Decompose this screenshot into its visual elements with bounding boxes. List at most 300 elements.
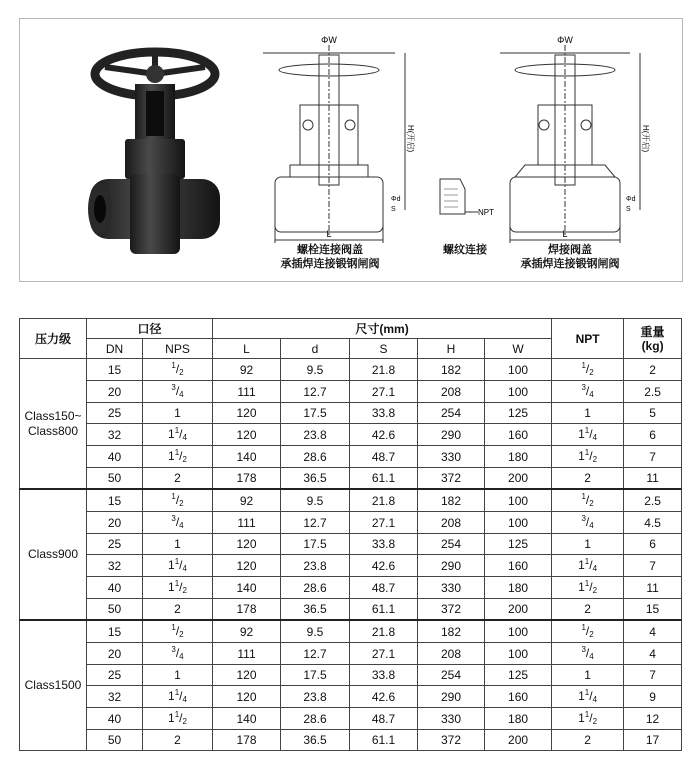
w-cell: 200 — [485, 468, 552, 490]
nps-cell — [143, 424, 213, 446]
denominator: 2 — [589, 630, 594, 639]
denominator: 2 — [592, 455, 598, 464]
numerator: 3 — [581, 645, 586, 654]
whole-part: 1 — [578, 427, 585, 441]
npt-cell — [552, 730, 624, 751]
weight-cell: 6 — [624, 424, 682, 446]
npt-label: NPT — [478, 208, 494, 217]
fraction-slash: / — [589, 689, 593, 703]
header-d: d — [281, 339, 350, 359]
numerator: 1 — [584, 448, 590, 457]
table-row — [20, 577, 682, 599]
npt-cell — [552, 446, 624, 468]
table-row — [20, 708, 682, 730]
dn-cell: 32 — [87, 424, 143, 446]
denominator: 2 — [179, 368, 184, 377]
denominator: 2 — [182, 455, 187, 464]
dim-l-label-2: L — [562, 229, 568, 239]
s-cell: 33.8 — [350, 665, 418, 686]
l-cell: 178 — [213, 468, 281, 490]
header-w: W — [485, 339, 552, 359]
nps-cell — [143, 665, 213, 686]
nps-cell — [143, 708, 213, 730]
table-row — [20, 730, 682, 751]
s-cell: 27.1 — [350, 643, 418, 665]
l-cell: 120 — [213, 403, 281, 424]
l-cell: 140 — [213, 708, 281, 730]
numerator: 1 — [171, 492, 176, 501]
weight-cell: 4 — [624, 620, 682, 643]
w-cell: 180 — [485, 577, 552, 599]
fraction-slash: / — [589, 580, 593, 594]
d-cell: 9.5 — [281, 359, 350, 381]
table-row — [20, 665, 682, 686]
whole-part: 2 — [174, 471, 181, 485]
numerator: 3 — [171, 383, 176, 392]
numerator: 3 — [581, 514, 586, 523]
numerator: 1 — [581, 623, 586, 632]
dn-cell: 20 — [87, 381, 143, 403]
dn-cell: 15 — [87, 359, 143, 381]
fraction-slash: / — [175, 515, 180, 529]
w-cell: 125 — [485, 534, 552, 555]
fraction-value — [174, 406, 181, 420]
npt-cell — [552, 468, 624, 490]
welded-bonnet-drawing — [480, 25, 650, 255]
fraction-value — [578, 580, 597, 594]
table-row — [20, 512, 682, 534]
d-cell: 17.5 — [281, 665, 350, 686]
fraction-value — [578, 558, 597, 572]
h-cell: 182 — [418, 489, 485, 512]
s-cell: 21.8 — [350, 620, 418, 643]
h-cell: 254 — [418, 403, 485, 424]
table-row — [20, 468, 682, 490]
d-cell: 36.5 — [281, 468, 350, 490]
w-cell: 100 — [485, 489, 552, 512]
fraction-value — [578, 711, 597, 725]
fraction-slash: / — [179, 449, 183, 463]
fraction-slash: / — [585, 515, 590, 529]
whole-part: 1 — [174, 406, 181, 420]
fraction-value — [168, 558, 187, 572]
table-row — [20, 489, 682, 512]
header-bore: 口径 — [87, 319, 213, 339]
whole-part: 1 — [174, 668, 181, 682]
h-cell: 182 — [418, 620, 485, 643]
dn-cell: 20 — [87, 643, 143, 665]
denominator: 2 — [179, 499, 184, 508]
fraction-value — [584, 602, 591, 616]
fraction-value — [584, 537, 591, 551]
npt-cell — [552, 708, 624, 730]
npt-cell — [552, 403, 624, 424]
fraction-value — [171, 493, 183, 507]
fraction-slash: / — [175, 362, 180, 376]
l-cell: 120 — [213, 555, 281, 577]
l-cell: 120 — [213, 665, 281, 686]
pressure-class-cell: Class900 — [20, 489, 87, 620]
dn-cell: 50 — [87, 468, 143, 490]
weight-cell: 2.5 — [624, 489, 682, 512]
npt-cell — [552, 665, 624, 686]
fraction-value — [578, 689, 597, 703]
table-row — [20, 403, 682, 424]
h-cell: 254 — [418, 665, 485, 686]
h-cell: 330 — [418, 446, 485, 468]
caption-welded — [500, 243, 640, 271]
nps-cell — [143, 381, 213, 403]
dn-cell: 25 — [87, 534, 143, 555]
whole-part: 1 — [168, 558, 175, 572]
table-row — [20, 599, 682, 621]
caption-welded-line2: 承插焊连接锻钢闸阀 — [520, 258, 620, 270]
fraction-slash: / — [179, 689, 183, 703]
dn-cell: 50 — [87, 599, 143, 621]
h-cell: 372 — [418, 730, 485, 751]
numerator: 1 — [174, 557, 180, 566]
denominator: 4 — [182, 695, 187, 704]
numerator: 1 — [171, 623, 176, 632]
w-cell: 100 — [485, 381, 552, 403]
whole-part: 1 — [578, 689, 585, 703]
figure-panel — [19, 18, 683, 282]
dim-s-label-2: S — [626, 206, 631, 213]
fraction-value — [174, 668, 181, 682]
s-cell: 27.1 — [350, 512, 418, 534]
fraction-value — [174, 537, 181, 551]
d-cell: 23.8 — [281, 686, 350, 708]
fraction-value — [174, 471, 181, 485]
fraction-value — [584, 733, 591, 747]
npt-cell — [552, 489, 624, 512]
nps-cell — [143, 512, 213, 534]
h-cell: 372 — [418, 468, 485, 490]
s-cell: 61.1 — [350, 599, 418, 621]
table-row — [20, 424, 682, 446]
d-cell: 23.8 — [281, 424, 350, 446]
numerator: 1 — [584, 426, 590, 435]
whole-part: 1 — [584, 537, 591, 551]
weight-cell: 11 — [624, 468, 682, 490]
bolted-bonnet-drawing — [245, 25, 415, 255]
weight-cell: 4 — [624, 643, 682, 665]
w-cell: 100 — [485, 643, 552, 665]
h-cell: 254 — [418, 534, 485, 555]
fraction-value — [168, 580, 187, 594]
h-cell: 290 — [418, 686, 485, 708]
fraction-slash: / — [179, 558, 183, 572]
h-cell: 290 — [418, 424, 485, 446]
table-row — [20, 446, 682, 468]
denominator: 4 — [592, 564, 598, 573]
fraction-slash: / — [589, 449, 593, 463]
numerator: 3 — [581, 383, 586, 392]
whole-part: 1 — [174, 537, 181, 551]
denominator: 2 — [179, 630, 184, 639]
caption-bolted-line2: 承插焊连接锻钢闸阀 — [280, 258, 380, 270]
w-cell: 125 — [485, 403, 552, 424]
npt-cell — [552, 643, 624, 665]
weight-cell: 5 — [624, 403, 682, 424]
whole-part: 2 — [584, 602, 591, 616]
npt-cell — [552, 599, 624, 621]
h-cell: 182 — [418, 359, 485, 381]
w-cell: 200 — [485, 730, 552, 751]
fraction-slash: / — [179, 427, 183, 441]
fraction-slash: / — [585, 362, 590, 376]
table-row — [20, 643, 682, 665]
numerator: 1 — [174, 426, 180, 435]
denominator: 2 — [182, 717, 187, 726]
d-cell: 9.5 — [281, 620, 350, 643]
w-cell: 180 — [485, 708, 552, 730]
denominator: 2 — [589, 368, 594, 377]
whole-part: 1 — [578, 580, 585, 594]
fraction-value — [171, 624, 183, 638]
nps-cell — [143, 686, 213, 708]
fraction-value — [174, 602, 181, 616]
table-row — [20, 381, 682, 403]
pressure-class-cell: Class150~ Class800 — [20, 359, 87, 490]
l-cell: 120 — [213, 534, 281, 555]
l-cell: 111 — [213, 512, 281, 534]
l-cell: 92 — [213, 489, 281, 512]
denominator: 4 — [179, 652, 184, 661]
d-cell: 17.5 — [281, 403, 350, 424]
whole-part: 1 — [168, 689, 175, 703]
h-cell: 208 — [418, 643, 485, 665]
d-cell: 23.8 — [281, 555, 350, 577]
fraction-value — [174, 733, 181, 747]
h-cell: 208 — [418, 381, 485, 403]
dn-cell: 15 — [87, 489, 143, 512]
nps-cell — [143, 534, 213, 555]
caption-threaded — [425, 243, 505, 257]
d-cell: 28.6 — [281, 577, 350, 599]
npt-cell — [552, 359, 624, 381]
table-row — [20, 359, 682, 381]
l-cell: 140 — [213, 446, 281, 468]
header-l: L — [213, 339, 281, 359]
denominator: 2 — [589, 499, 594, 508]
w-cell: 100 — [485, 620, 552, 643]
numerator: 1 — [584, 710, 590, 719]
s-cell: 42.6 — [350, 686, 418, 708]
numerator: 3 — [171, 645, 176, 654]
fraction-slash: / — [179, 580, 183, 594]
fraction-slash: / — [175, 646, 180, 660]
fraction-slash: / — [175, 624, 180, 638]
denominator: 4 — [592, 695, 598, 704]
dim-l-label: L — [326, 229, 332, 239]
fraction-slash: / — [179, 711, 183, 725]
numerator: 1 — [174, 688, 180, 697]
valve-photo — [80, 29, 230, 264]
nps-cell — [143, 643, 213, 665]
numerator: 1 — [584, 557, 590, 566]
whole-part: 1 — [168, 711, 175, 725]
d-cell: 12.7 — [281, 512, 350, 534]
w-cell: 100 — [485, 512, 552, 534]
nps-cell — [143, 403, 213, 424]
header-pressure-class: 压力级 — [20, 319, 87, 359]
w-cell: 100 — [485, 359, 552, 381]
fraction-value — [171, 384, 183, 398]
dn-cell: 40 — [87, 708, 143, 730]
w-cell: 200 — [485, 599, 552, 621]
denominator: 4 — [592, 433, 598, 442]
dim-d-label: Φd — [391, 196, 401, 203]
s-cell: 27.1 — [350, 381, 418, 403]
s-cell: 33.8 — [350, 534, 418, 555]
npt-cell — [552, 424, 624, 446]
whole-part: 1 — [578, 558, 585, 572]
fraction-slash: / — [589, 427, 593, 441]
dim-d-label-2: Φd — [626, 196, 636, 203]
dn-cell: 50 — [87, 730, 143, 751]
npt-cell — [552, 534, 624, 555]
caption-bolted-line1: 螺栓连接阀盖 — [297, 244, 363, 256]
nps-cell — [143, 359, 213, 381]
weight-cell: 2.5 — [624, 381, 682, 403]
caption-bolted — [260, 243, 400, 271]
dn-cell: 25 — [87, 403, 143, 424]
l-cell: 111 — [213, 381, 281, 403]
numerator: 1 — [174, 710, 180, 719]
h-cell: 330 — [418, 708, 485, 730]
s-cell: 42.6 — [350, 424, 418, 446]
npt-cell — [552, 620, 624, 643]
dn-cell: 25 — [87, 665, 143, 686]
weight-cell: 4.5 — [624, 512, 682, 534]
npt-cell — [552, 512, 624, 534]
dim-s-label: S — [391, 206, 396, 213]
denominator: 4 — [589, 390, 594, 399]
fraction-slash: / — [585, 493, 590, 507]
numerator: 1 — [581, 361, 586, 370]
fraction-slash: / — [585, 646, 590, 660]
numerator: 1 — [174, 579, 180, 588]
whole-part: 2 — [174, 733, 181, 747]
s-cell: 21.8 — [350, 489, 418, 512]
numerator: 1 — [584, 579, 590, 588]
l-cell: 140 — [213, 577, 281, 599]
numerator: 1 — [174, 448, 180, 457]
nps-cell — [143, 489, 213, 512]
nps-cell — [143, 555, 213, 577]
whole-part: 2 — [174, 602, 181, 616]
header-nps: NPS — [143, 339, 213, 359]
fraction-slash: / — [585, 384, 590, 398]
nps-cell — [143, 620, 213, 643]
denominator: 4 — [182, 433, 187, 442]
weight-cell: 11 — [624, 577, 682, 599]
numerator: 3 — [171, 514, 176, 523]
denominator: 4 — [179, 521, 184, 530]
nps-cell — [143, 446, 213, 468]
fraction-value — [581, 362, 593, 376]
fraction-slash: / — [175, 493, 180, 507]
fraction-value — [581, 493, 593, 507]
whole-part: 2 — [584, 733, 591, 747]
fraction-value — [581, 384, 593, 398]
h-cell: 372 — [418, 599, 485, 621]
fraction-slash: / — [589, 711, 593, 725]
dn-cell: 40 — [87, 577, 143, 599]
nps-cell — [143, 468, 213, 490]
npt-cell — [552, 381, 624, 403]
weight-cell: 9 — [624, 686, 682, 708]
npt-cell — [552, 686, 624, 708]
l-cell: 178 — [213, 730, 281, 751]
d-cell: 12.7 — [281, 643, 350, 665]
weight-cell: 2 — [624, 359, 682, 381]
fraction-value — [171, 362, 183, 376]
fraction-slash: / — [585, 624, 590, 638]
caption-threaded-line: 螺纹连接 — [443, 244, 487, 256]
weight-cell: 6 — [624, 534, 682, 555]
d-cell: 28.6 — [281, 446, 350, 468]
fraction-value — [581, 646, 593, 660]
whole-part: 1 — [168, 580, 175, 594]
dn-cell: 20 — [87, 512, 143, 534]
dn-cell: 32 — [87, 686, 143, 708]
fraction-value — [584, 406, 591, 420]
dim-h-label-2: H(开启) — [641, 125, 650, 153]
fraction-value — [584, 668, 591, 682]
numerator: 1 — [581, 492, 586, 501]
fraction-value — [168, 427, 187, 441]
s-cell: 48.7 — [350, 577, 418, 599]
fraction-value — [578, 427, 597, 441]
h-cell: 290 — [418, 555, 485, 577]
fraction-value — [578, 449, 597, 463]
fraction-value — [168, 711, 187, 725]
table-row — [20, 555, 682, 577]
dn-cell: 15 — [87, 620, 143, 643]
fraction-value — [581, 624, 593, 638]
header-weight: 重量 (kg) — [624, 319, 682, 359]
weight-cell: 15 — [624, 599, 682, 621]
weight-cell: 7 — [624, 555, 682, 577]
fraction-value — [168, 449, 187, 463]
spec-table-body — [20, 359, 682, 751]
header-dn: DN — [87, 339, 143, 359]
s-cell: 61.1 — [350, 730, 418, 751]
whole-part: 1 — [578, 449, 585, 463]
d-cell: 12.7 — [281, 381, 350, 403]
nps-cell — [143, 577, 213, 599]
caption-welded-line1: 焊接阀盖 — [548, 244, 592, 256]
w-cell: 125 — [485, 665, 552, 686]
fraction-slash: / — [175, 384, 180, 398]
l-cell: 120 — [213, 686, 281, 708]
weight-cell: 7 — [624, 665, 682, 686]
fraction-value — [168, 689, 187, 703]
l-cell: 92 — [213, 359, 281, 381]
fraction-value — [584, 471, 591, 485]
s-cell: 42.6 — [350, 555, 418, 577]
s-cell: 33.8 — [350, 403, 418, 424]
s-cell: 21.8 — [350, 359, 418, 381]
header-h: H — [418, 339, 485, 359]
pressure-class-cell: Class1500 — [20, 620, 87, 751]
header-npt: NPT — [552, 319, 624, 359]
d-cell: 9.5 — [281, 489, 350, 512]
table-row — [20, 534, 682, 555]
fraction-value — [171, 515, 183, 529]
